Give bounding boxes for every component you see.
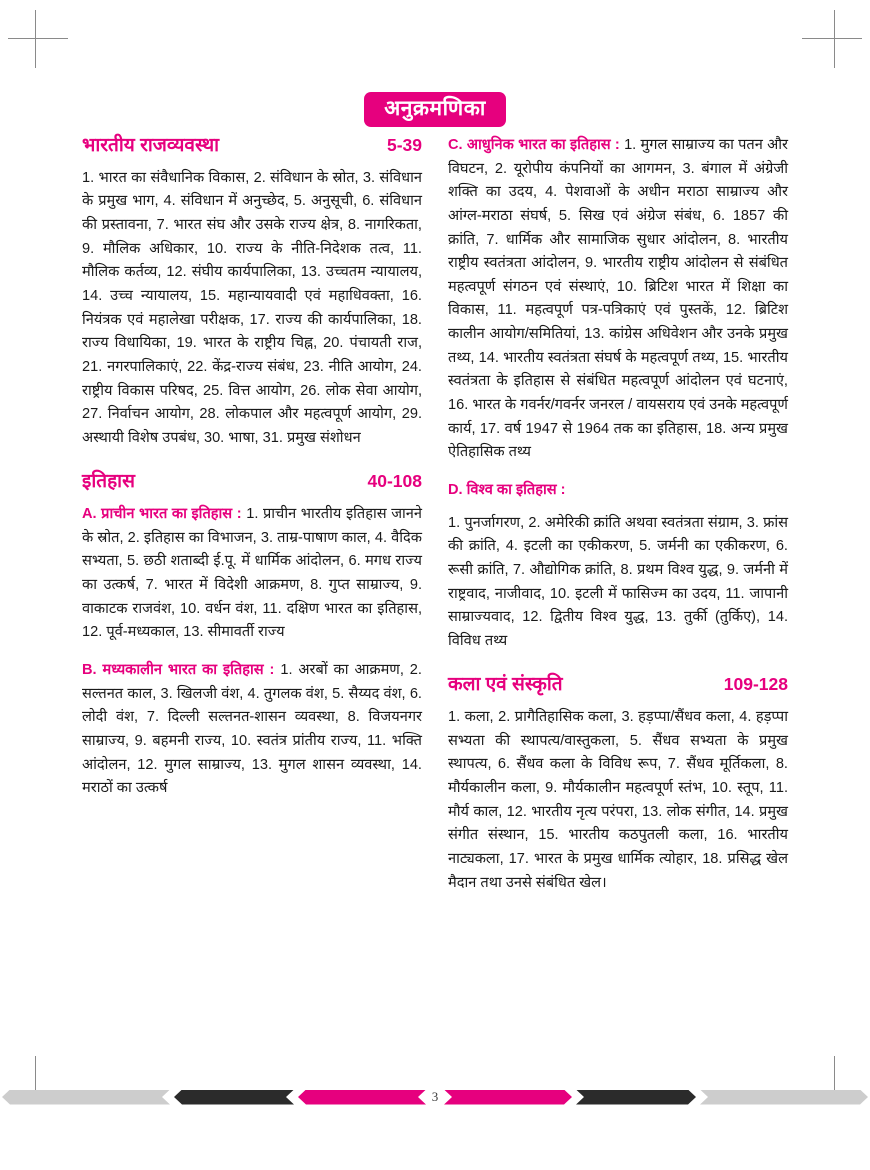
- entries-text: 1. भारत का संवैधानिक विकास, 2. संविधान के स्रोत, 3. संविधान के प्रमुख भाग, 4. संविधान में अनुच्छेद, 5. अनुसूची, 6. संविधान की प्रस्तावना, 7. भारत संघ और उसके राज्य क्षेत्र, 8. नागरिकता, 9. मौलिक अधिकार, 10. राज्य के नीति-निदेशक तत्व, 11. मौलिक कर्तव्य, 12. संघीय कार्यपालिका, 13. उच्चतम न्यायालय, 14. उच्च न्यायालय, 15. महान्यायवादी एवं महाधिवक्ता, 16. नियंत्रक एवं महालेखा परीक्षक, 17. राज्य की कार्यपालिका, 18. राज्य विधायिका, 19. भारत के राष्ट्रीय चिह्न, 20. पंचायती राज, 21. नगरपालिकाएं, 22. केंद्र-राज्य संबंध, 23. नीति आयोग, 24. राष्ट्रीय विकास परिषद, 25. वित्त आयोग, 26. लोक सेवा आयोग, 27. निर्वाचन आयोग, 28. लोकपाल और महत्वपूर्ण आयोग, 29. अस्थायी विशेष उपबंध, 30. भाषा, 31. प्रमुख संशोधन: [82, 169, 422, 446]
- entries-text: 1. मुगल साम्राज्य का पतन और विघटन, 2. यूरोपीय कंपनियों का आगमन, 3. बंगाल में अंग्रेजी शक्ति का उदय, 4. पेशवाओं के अधीन मराठा साम्राज्य और आंग्ल-मराठा संघर्ष, 5. सिख एवं अंग्रेज संबंध, 6. 1857 की क्रांति, 7. धार्मिक और सामाजिक सुधार आंदोलन, 8. भारतीय राष्ट्रीय स्वतंत्रता आंदोलन, 9. भारतीय राष्ट्रीय आंदोलन से संबंधित महत्वपूर्ण संगठन एवं संस्थाएं, 10. ब्रिटिश भारत में शिक्षा का विकास, 11. महत्वपूर्ण पत्र-पत्रिकाएं एवं पुस्तकें, 12. ब्रिटिश कालीन आयोग/समितियां, 13. कांग्रेस अधिवेशन और उनके प्रमुख तथ्य, 14. भारतीय स्वतंत्रता संघर्ष के महत्वपूर्ण तथ्य, 15. भारतीय स्वतंत्रता के इतिहास से संबंधित महत्वपूर्ण आंदोलन एवं घटनाएं, 16. भारत के गवर्नर/गवर्नर जनरल / वायसराय एवं उनके महत्वपूर्ण कार्य, 17. वर्ष 1947 से 1964 तक का इतिहास, 18. अन्य प्रमुख ऐतिहासिक तथ्य: [448, 137, 789, 461]
- section-heading: [448, 673, 788, 697]
- chevron-gray-right-icon: [700, 1090, 868, 1105]
- entries-text: 1. अरबों का आक्रमण, 2. सल्तनत काल, 3. खिलजी वंश, 4. तुगलक वंश, 5. सैय्यद वंश, 6. लोदी वंश, 7. दिल्ली सल्तनत-शासन व्यवस्था, 8. विजयनगर साम्राज्य, 9. बहमनी राज्य, 10. स्वतंत्र प्रांतीय राज्य, 11. भक्ति आंदोलन, 12. मुगल साम्राज्य, 13. मुगल शासन व्यवस्था, 14. मराठों का उत्कर्ष: [82, 662, 422, 797]
- chevron-black-left-icon: [174, 1090, 294, 1105]
- chevron-pink-left-icon: [298, 1090, 426, 1105]
- toc-column-left: [82, 134, 422, 895]
- subsection-block: [448, 512, 788, 654]
- page-title-container: [0, 92, 870, 127]
- subsection-block: [82, 503, 422, 645]
- section-heading: [82, 470, 422, 494]
- chevron-black-right-icon: [576, 1090, 696, 1105]
- subsection-label: D. विश्व का इतिहास :: [448, 481, 566, 498]
- footer-chevrons-left: [0, 1090, 428, 1105]
- subsection-label: B. मध्यकालीन भारत का इतिहास :: [82, 662, 281, 679]
- entries-text: 1. पुनर्जागरण, 2. अमेरिकी क्रांति अथवा स्वतंत्रता संग्राम, 3. फ्रांस की क्रांति, 4. इटली का एकीकरण, 5. जर्मनी का एकीकरण, 6. रूसी क्रांति, 7. औद्योगिक क्रांति, 8. प्रथम विश्व युद्ध, 9. जर्मनी में राष्ट्रवाद, नाजीवाद, 10. इटली में फासिज्म का उदय, 11. जापानी साम्राज्यवाद, 12. द्वितीय विश्व युद्ध, 13. तुर्की (तुर्किए), 14. विविध तथ्य: [448, 514, 788, 649]
- chevron-gray-left-icon: [2, 1090, 170, 1105]
- toc-columns: [82, 134, 788, 895]
- toc-section-history: [82, 470, 422, 800]
- toc-section-polity: [82, 134, 422, 450]
- subsection-heading-world-history: [448, 479, 788, 503]
- footer-chevrons-right: [442, 1090, 870, 1105]
- section-entries: [82, 167, 422, 451]
- toc-section-art-culture: [448, 673, 788, 895]
- toc-column-right: [448, 134, 788, 895]
- section-title: भारतीय राजव्यवस्था: [82, 135, 220, 156]
- section-page-range: 40-108: [367, 471, 422, 492]
- page-footer: [0, 1086, 870, 1108]
- subsection-block: [82, 659, 422, 801]
- section-page-range: 5-39: [386, 135, 422, 155]
- section-title: कला एवं संस्कृति: [448, 674, 563, 696]
- subsection-label: C. आधुनिक भारत का इतिहास :: [448, 137, 625, 153]
- entries-text: 1. प्राचीन भारतीय इतिहास जानने के स्रोत, 2. इतिहास का विभाजन, 3. ताम्र-पाषाण काल, 4. वैदिक सभ्यता, 5. छठी शताब्दी ई.पू. में धार्मिक आंदोलन, 6. मगध राज्य का उत्कर्ष, 7. भारत में विदेशी आक्रमण, 8. गुप्त साम्राज्य, 9. वाकाटक राजवंश, 10. वर्धन वंश, 11. दक्षिण भारत का इतिहास, 12. पूर्व-मध्यकाल, 13. सीमावर्ती राज्य: [82, 506, 422, 641]
- entries-text: 1. कला, 2. प्रागैतिहासिक कला, 3. हड़प्पा/सैंधव कला, 4. हड़प्पा सभ्यता की स्थापत्य/वास्तुकला, 5. सैंधव सभ्यता के प्रमुख स्थापत्य, 6. सैंधव कला के विविध रूप, 7. सैंधव मूर्तिकला, 8. मौर्यकालीन कला, 9. मौर्यकालीन महत्वपूर्ण स्तंभ, 10. स्तूप, 11. मौर्य काल, 12. भारतीय नृत्य परंपरा, 13. लोक संगीत, 14. प्रमुख संगीत संस्थान, 15. भारतीय कठपुतली कला, 16. भारतीय नाट्यकला, 17. भारत के प्रमुख धार्मिक त्योहार, 18. प्रसिद्ध खेल मैदान तथा उनसे संबंधित खेल।: [448, 709, 788, 891]
- chevron-pink-right-icon: [444, 1090, 572, 1105]
- section-title: इतिहास: [82, 471, 135, 493]
- page-number: 3: [431, 1089, 439, 1104]
- subsection-label: A. प्राचीन भारत का इतिहास :: [82, 506, 247, 523]
- section-entries: [448, 706, 788, 895]
- subsection-block: [448, 134, 788, 465]
- page-title: अनुक्रमणिका: [364, 92, 506, 127]
- section-page-range: 109-128: [723, 674, 788, 695]
- section-heading: [82, 134, 422, 158]
- toc-section-history-continued: [448, 134, 788, 653]
